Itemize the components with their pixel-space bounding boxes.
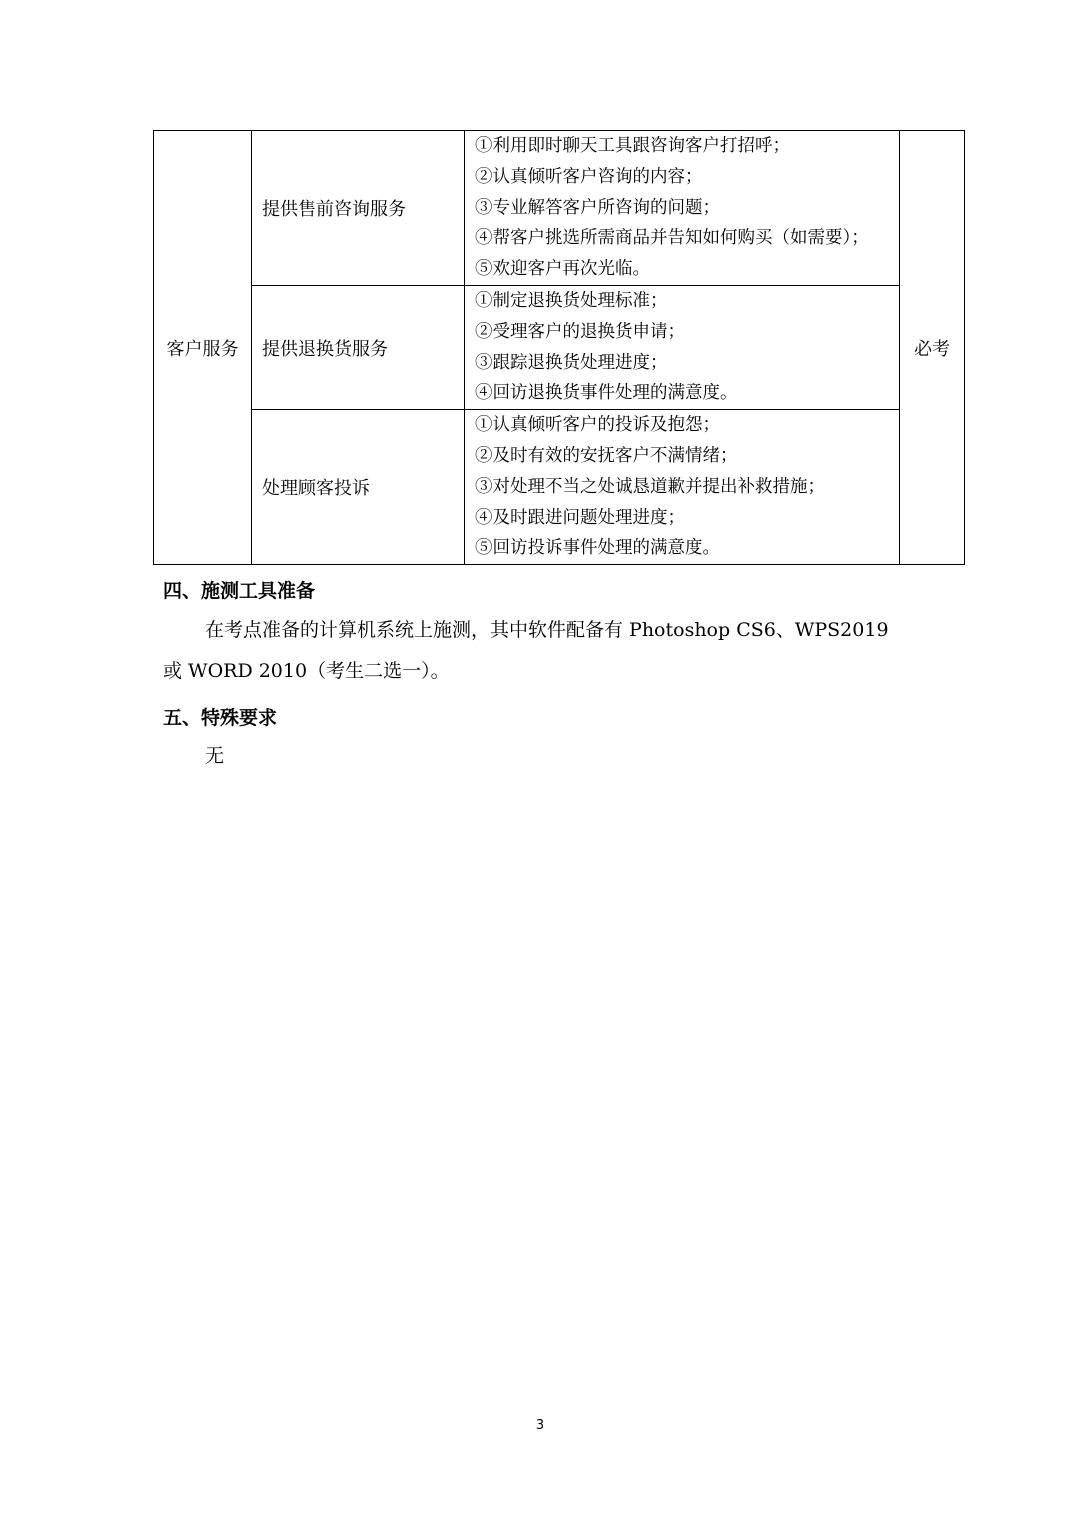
items-cell	[465, 410, 900, 565]
tools-paragraph-line-1	[163, 610, 923, 651]
list-item: ②认真倾听客户咨询的内容；	[475, 166, 703, 187]
list-item: ③专业解答客户所咨询的问题；	[475, 197, 720, 218]
list-item: ④帮客户挑选所需商品并告知如何购买（如需要）；	[475, 228, 869, 249]
section-heading-special: 五、特殊要求	[163, 707, 278, 729]
special-text: 无	[205, 745, 225, 767]
requirements-table	[153, 130, 965, 565]
table-row	[154, 410, 965, 565]
list-item: ②受理客户的退换货申请；	[475, 321, 685, 342]
page-number: 3	[535, 1418, 545, 1433]
list-item: ①制定退换货处理标准；	[475, 290, 668, 311]
list-item: ③对处理不当之处诚恳道歉并提出补救措施；	[475, 476, 825, 497]
items-cell	[465, 131, 900, 286]
tools-text-1: 在考点准备的计算机系统上施测，其中软件配备有 Photoshop CS6、WPS2019	[205, 619, 889, 641]
list-item: ④及时跟进问题处理进度；	[475, 507, 685, 528]
category-label: 客户服务	[166, 338, 239, 360]
flag-cell	[900, 131, 965, 565]
list-item: ④回访退换货事件处理的满意度。	[475, 383, 738, 404]
list-item: ⑤回访投诉事件处理的满意度。	[475, 538, 720, 559]
task-cell	[252, 410, 465, 565]
list-item: ①利用即时聊天工具跟咨询客户打招呼；	[475, 136, 790, 156]
task-cell	[252, 285, 465, 409]
table-row	[154, 131, 965, 286]
tools-paragraph-line-2: 或 WORD 2010（考生二选一）。	[163, 660, 450, 682]
task-label: 处理顾客投诉	[262, 478, 370, 500]
list-item: ①认真倾听客户的投诉及抱怨；	[475, 415, 720, 436]
list-item: ⑤欢迎客户再次光临。	[475, 259, 650, 280]
list-item: ③跟踪退换货处理进度；	[475, 352, 668, 373]
flag-label: 必考	[914, 338, 950, 360]
items-cell	[465, 285, 900, 409]
task-label: 提供售前咨询服务	[262, 198, 406, 220]
tools-paragraph	[163, 610, 923, 692]
section-heading-tools: 四、施测工具准备	[163, 580, 316, 602]
list-item: ②及时有效的安抚客户不满情绪；	[475, 445, 738, 466]
category-cell	[154, 131, 252, 565]
task-cell	[252, 131, 465, 286]
table-row	[154, 285, 965, 409]
task-label: 提供退换货服务	[262, 338, 388, 360]
special-paragraph	[163, 736, 923, 777]
